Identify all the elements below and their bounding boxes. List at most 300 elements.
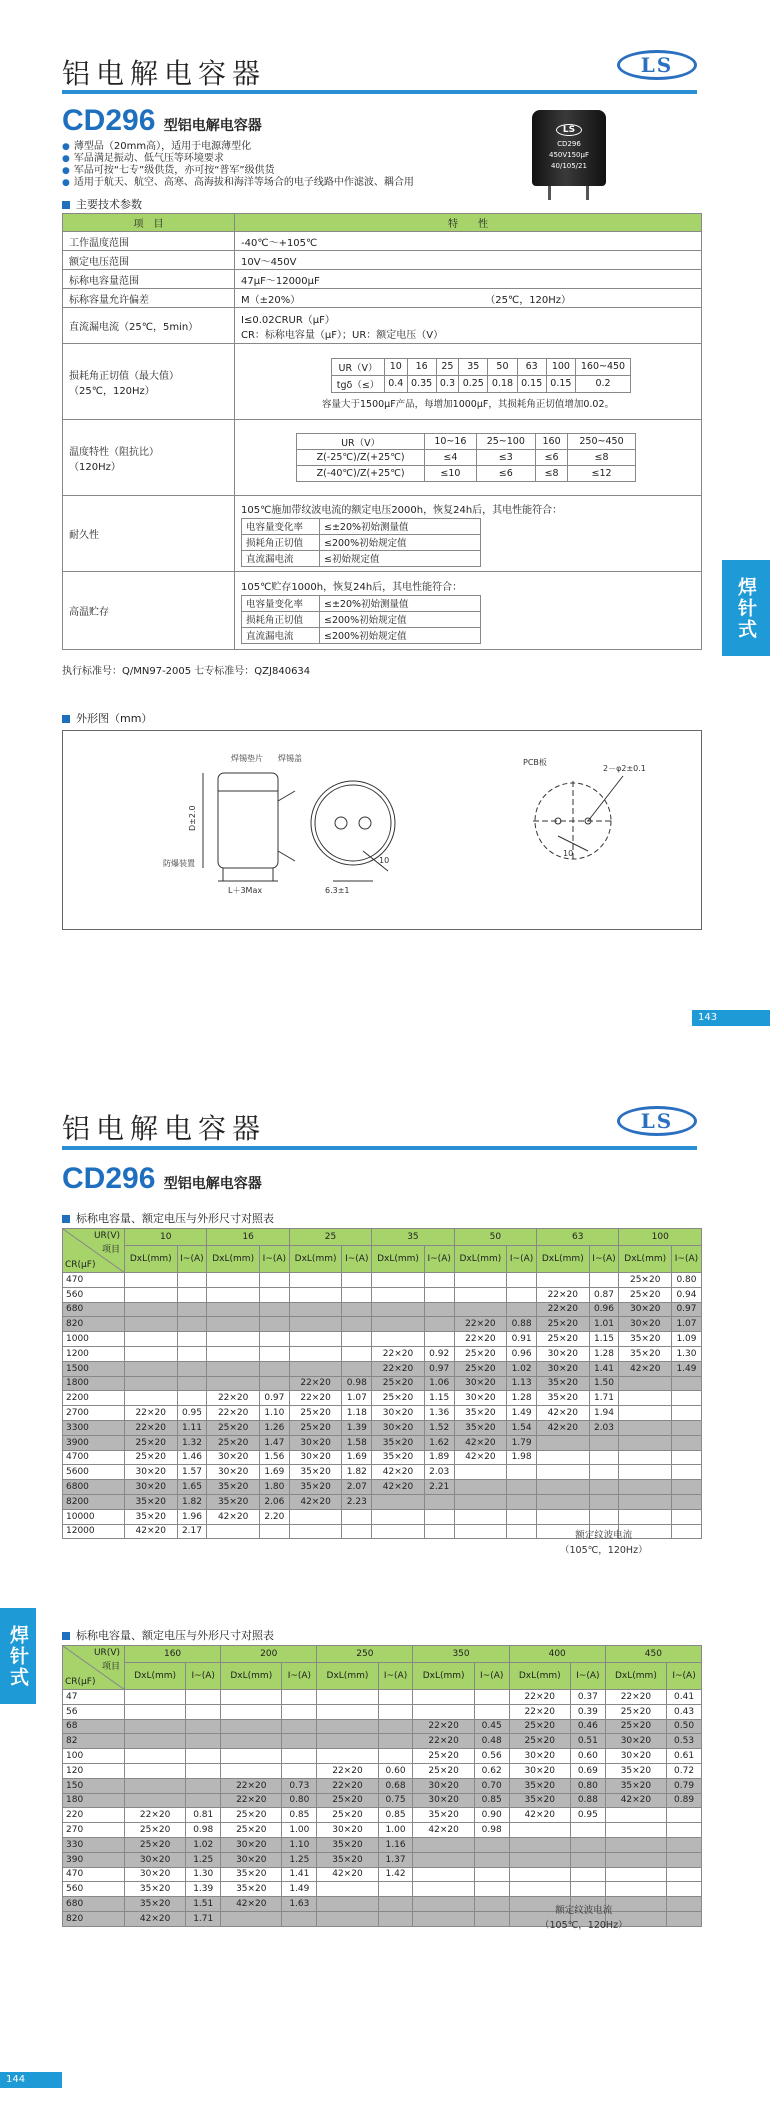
ripple-cell: 0.79 <box>667 1778 702 1793</box>
ripple-header: I~(A) <box>570 1663 605 1690</box>
ripple-header: I~(A) <box>342 1246 372 1273</box>
ripple-cell <box>667 1808 702 1823</box>
ripple-cell <box>667 1911 702 1926</box>
ripple-cell <box>342 1302 372 1317</box>
ripple-cell: 1.82 <box>177 1494 207 1509</box>
standard-line: 执行标准号：Q/MN97-2005 七专标准号：QZJ840634 <box>62 666 311 677</box>
size-cell: 25×20 <box>125 1450 178 1465</box>
corner-ur: UR(V) <box>93 1231 120 1241</box>
ripple-cell: 0.50 <box>667 1719 702 1734</box>
table-row <box>63 1837 702 1852</box>
size-cell: 30×20 <box>619 1317 672 1332</box>
size-cell <box>372 1317 425 1332</box>
capacitance-cell: 560 <box>63 1882 125 1897</box>
size-cell <box>125 1763 186 1778</box>
voltage-header: 450 <box>605 1646 701 1663</box>
size-cell <box>509 1852 570 1867</box>
ripple-cell: 0.98 <box>186 1823 221 1838</box>
ripple-cell <box>507 1302 537 1317</box>
ripple-cell: 0.80 <box>671 1273 701 1288</box>
ripple-header: I~(A) <box>259 1246 289 1273</box>
ripple-cell: 1.32 <box>177 1435 207 1450</box>
ripple-cell: 0.95 <box>177 1406 207 1421</box>
ripple-cell <box>671 1480 701 1495</box>
endur-v: ≤初始规定值 <box>320 550 481 566</box>
ripple-cell: 0.53 <box>667 1734 702 1749</box>
size-cell <box>413 1837 474 1852</box>
ripple-cell <box>667 1823 702 1838</box>
size-cell: 25×20 <box>413 1763 474 1778</box>
size-cell <box>221 1749 282 1764</box>
spec-key: 额定电压范围 <box>63 251 235 270</box>
ripple-cell <box>378 1734 413 1749</box>
spec-value <box>235 344 702 420</box>
ripple-cell <box>259 1302 289 1317</box>
ripple-cell: 1.98 <box>507 1450 537 1465</box>
ripple-cell <box>186 1778 221 1793</box>
voltage-header: 63 <box>537 1229 619 1246</box>
voltage-header: 25 <box>289 1229 371 1246</box>
dxl-header: DxL(mm) <box>125 1663 186 1690</box>
label-solder-pad: 焊锡垫片 <box>231 754 263 763</box>
capacitance-cell: 270 <box>63 1823 125 1838</box>
capacitance-cell: 82 <box>63 1734 125 1749</box>
size-cell: 22×20 <box>537 1302 590 1317</box>
table-row <box>63 1376 702 1391</box>
page-number: 144 <box>0 2072 62 2088</box>
spec-key <box>63 344 235 420</box>
size-cell <box>605 1882 666 1897</box>
dxl-header: DxL(mm) <box>605 1663 666 1690</box>
ripple-cell <box>667 1897 702 1912</box>
ripple-cell: 0.92 <box>424 1346 454 1361</box>
dxl-header: DxL(mm) <box>413 1663 474 1690</box>
ripple-cell: 1.02 <box>186 1837 221 1852</box>
ripple-cell <box>342 1361 372 1376</box>
size-cell: 30×20 <box>454 1391 507 1406</box>
ripple-cell <box>282 1911 317 1926</box>
size-cell: 25×20 <box>221 1823 282 1838</box>
size-cell <box>372 1287 425 1302</box>
size-cell: 22×20 <box>372 1346 425 1361</box>
size-cell <box>125 1391 178 1406</box>
size-cell: 30×20 <box>619 1302 672 1317</box>
ripple-cell: 0.91 <box>507 1332 537 1347</box>
size-cell: 35×20 <box>537 1391 590 1406</box>
size-cell <box>125 1273 178 1288</box>
ripple-header: I~(A) <box>282 1663 317 1690</box>
ripple-cell <box>589 1435 619 1450</box>
table-row <box>63 1480 702 1495</box>
size-cell <box>125 1778 186 1793</box>
ripple-cell: 1.42 <box>378 1867 413 1882</box>
size-cell: 22×20 <box>221 1793 282 1808</box>
ripple-cell <box>589 1465 619 1480</box>
ripple-cell <box>667 1882 702 1897</box>
size-cell <box>454 1287 507 1302</box>
size-cell: 35×20 <box>289 1480 342 1495</box>
size-cell: 22×20 <box>207 1391 260 1406</box>
ripple-cell: 1.30 <box>671 1346 701 1361</box>
ripple-cell: 1.58 <box>342 1435 372 1450</box>
size-cell <box>372 1332 425 1347</box>
size-cell <box>207 1376 260 1391</box>
tol-cond: （25℃，120Hz） <box>490 294 572 306</box>
capacitance-cell: 330 <box>63 1837 125 1852</box>
capacitance-cell: 2700 <box>63 1406 125 1421</box>
ripple-cell: 2.07 <box>342 1480 372 1495</box>
capacitance-cell: 3300 <box>63 1420 125 1435</box>
ripple-cell <box>177 1361 207 1376</box>
ripple-cell <box>342 1287 372 1302</box>
table-corner <box>63 1646 125 1690</box>
ripple-cell: 1.16 <box>378 1837 413 1852</box>
label-hole-pitch: 10 <box>563 849 574 858</box>
ripple-cell: 1.28 <box>589 1346 619 1361</box>
spec-key: 高温贮存 <box>63 572 235 650</box>
ripple-cell: 0.62 <box>474 1763 509 1778</box>
ripple-cell: 1.63 <box>282 1897 317 1912</box>
ripple-cell <box>282 1749 317 1764</box>
size-cell <box>317 1690 378 1705</box>
ripple-cell <box>282 1690 317 1705</box>
size-cell: 30×20 <box>125 1867 186 1882</box>
capacitor-photo <box>532 110 606 186</box>
ripple-cell <box>342 1346 372 1361</box>
cap-code: 40/105/21 <box>551 162 587 170</box>
ripple-cell: 0.97 <box>671 1302 701 1317</box>
table-row <box>63 1465 702 1480</box>
ripple-cell <box>570 1837 605 1852</box>
size-cell: 25×20 <box>125 1837 186 1852</box>
shelf-v: ≤200%初始规定值 <box>320 627 481 643</box>
ripple-cell <box>667 1867 702 1882</box>
size-cell <box>372 1524 425 1539</box>
ripple-cell: 0.56 <box>474 1749 509 1764</box>
size-cell <box>317 1911 378 1926</box>
ripple-cell: 1.71 <box>589 1391 619 1406</box>
size-cell: 22×20 <box>413 1734 474 1749</box>
ripple-cell <box>186 1719 221 1734</box>
size-cell: 42×20 <box>125 1524 178 1539</box>
spec-header-char: 特 性 <box>235 214 702 232</box>
ripple-cell <box>282 1719 317 1734</box>
size-cell <box>454 1273 507 1288</box>
size-cell: 35×20 <box>605 1763 666 1778</box>
size-cell: 25×20 <box>619 1273 672 1288</box>
spec-value: 47μF～12000μF <box>235 270 702 289</box>
size-cell <box>619 1406 672 1421</box>
tan-head-cell: 10 <box>385 358 407 375</box>
size-cell: 42×20 <box>289 1494 342 1509</box>
size-cell <box>509 1837 570 1852</box>
ripple-cell <box>589 1450 619 1465</box>
size-cell <box>454 1509 507 1524</box>
ripple-cell: 0.46 <box>570 1719 605 1734</box>
ripple-cell <box>177 1391 207 1406</box>
size-cell <box>537 1450 590 1465</box>
ripple-cell <box>507 1287 537 1302</box>
tan-head-cell: 50 <box>488 358 517 375</box>
ripple-cell <box>671 1465 701 1480</box>
ripple-cell: 1.96 <box>177 1509 207 1524</box>
size-cell <box>372 1273 425 1288</box>
size-cell: 35×20 <box>125 1897 186 1912</box>
size-cell: 42×20 <box>372 1465 425 1480</box>
spec-value <box>235 289 702 308</box>
ripple-cell <box>424 1332 454 1347</box>
size-cell: 25×20 <box>289 1420 342 1435</box>
tan-head-cell: 63 <box>517 358 546 375</box>
ripple-cell <box>342 1317 372 1332</box>
ripple-cell: 2.21 <box>424 1480 454 1495</box>
ripple-cell: 0.39 <box>570 1704 605 1719</box>
size-cell: 25×20 <box>221 1808 282 1823</box>
ripple-cell <box>424 1494 454 1509</box>
ripple-cell <box>177 1273 207 1288</box>
size-cell <box>413 1852 474 1867</box>
capacitance-cell: 560 <box>63 1287 125 1302</box>
ripple-cell <box>474 1867 509 1882</box>
ripple-cell <box>671 1406 701 1421</box>
size-cell <box>509 1823 570 1838</box>
table-row <box>63 1302 702 1317</box>
spec-value: -40℃～+105℃ <box>235 232 702 251</box>
ripple-cell <box>186 1793 221 1808</box>
size-cell <box>509 1867 570 1882</box>
capacitance-cell: 1500 <box>63 1361 125 1376</box>
size-cell: 30×20 <box>537 1346 590 1361</box>
ripple-cell <box>378 1897 413 1912</box>
size-cell <box>537 1480 590 1495</box>
size-cell: 30×20 <box>289 1450 342 1465</box>
ripple-cell: 1.02 <box>507 1361 537 1376</box>
size-cell <box>221 1763 282 1778</box>
ripple-cell: 1.89 <box>424 1450 454 1465</box>
ripple-cell: 1.71 <box>186 1911 221 1926</box>
size-cell: 25×20 <box>454 1361 507 1376</box>
size-cell <box>454 1524 507 1539</box>
size-cell <box>125 1376 178 1391</box>
ripple-cell <box>378 1882 413 1897</box>
size-cell <box>289 1361 342 1376</box>
spec-key: 直流漏电流（25℃，5min） <box>63 308 235 344</box>
capacitance-cell: 2200 <box>63 1391 125 1406</box>
size-cell: 35×20 <box>605 1778 666 1793</box>
ripple-cell: 0.97 <box>424 1361 454 1376</box>
capacitance-cell: 100 <box>63 1749 125 1764</box>
ripple-cell: 0.37 <box>570 1690 605 1705</box>
ripple-cell: 2.20 <box>259 1509 289 1524</box>
ripple-header: I~(A) <box>378 1663 413 1690</box>
tan-head-cell: 25 <box>436 358 458 375</box>
ripple-cell: 1.10 <box>282 1837 317 1852</box>
side-tab: 焊针式 <box>0 1608 36 1704</box>
ripple-cell: 1.00 <box>378 1823 413 1838</box>
ripple-cell <box>474 1704 509 1719</box>
ripple-cell <box>589 1509 619 1524</box>
ripple-cell: 0.61 <box>667 1749 702 1764</box>
ripple-cell <box>671 1420 701 1435</box>
ls-logo: LS <box>617 50 697 80</box>
ripple-cell: 0.85 <box>474 1793 509 1808</box>
table-row <box>63 1494 702 1509</box>
ripple-cell: 0.80 <box>282 1793 317 1808</box>
size-cell: 35×20 <box>413 1808 474 1823</box>
spec-key: 标称容量允许偏差 <box>63 289 235 308</box>
voltage-header: 250 <box>317 1646 413 1663</box>
size-cell <box>289 1273 342 1288</box>
ripple-cell <box>507 1524 537 1539</box>
ripple-cell: 1.25 <box>186 1852 221 1867</box>
ripple-cell: 1.54 <box>507 1420 537 1435</box>
ripple-cell <box>378 1704 413 1719</box>
size-cell <box>454 1494 507 1509</box>
ripple-cell: 1.18 <box>342 1406 372 1421</box>
size-cell <box>125 1704 186 1719</box>
capacitance-cell: 820 <box>63 1317 125 1332</box>
endur-k: 损耗角正切值 <box>242 534 320 550</box>
feature-item: ● 薄型品（20mm高），适用于电源薄型化 <box>62 141 414 153</box>
feature-list <box>62 141 414 189</box>
size-cell: 35×20 <box>221 1882 282 1897</box>
size-cell <box>221 1704 282 1719</box>
table-row <box>63 1361 702 1376</box>
table-row <box>63 1823 702 1838</box>
size-cell: 25×20 <box>509 1734 570 1749</box>
size-cell: 35×20 <box>207 1494 260 1509</box>
ripple-cell: 1.46 <box>177 1450 207 1465</box>
ripple-cell <box>259 1287 289 1302</box>
shelf-v: ≤200%初始规定值 <box>320 611 481 627</box>
tc-cell: ≤12 <box>568 466 636 482</box>
tol-value: M（±20%） <box>241 294 301 306</box>
size-cell: 25×20 <box>289 1406 342 1421</box>
ripple-header: I~(A) <box>424 1246 454 1273</box>
table-row <box>63 1509 702 1524</box>
size-cell: 22×20 <box>509 1704 570 1719</box>
dxl-header: DxL(mm) <box>125 1246 178 1273</box>
size-cell <box>619 1391 672 1406</box>
ripple-cell: 1.41 <box>282 1867 317 1882</box>
tc-cell: ≤3 <box>476 450 536 466</box>
ripple-cell: 0.43 <box>667 1704 702 1719</box>
ripple-cell <box>671 1494 701 1509</box>
ripple-header: I~(A) <box>474 1663 509 1690</box>
voltage-header: 50 <box>454 1229 536 1246</box>
size-cell <box>207 1361 260 1376</box>
voltage-header: 10 <box>125 1229 207 1246</box>
size-cell: 25×20 <box>207 1435 260 1450</box>
ripple-cell: 1.11 <box>177 1420 207 1435</box>
size-cell <box>619 1465 672 1480</box>
ripple-cell: 0.97 <box>259 1391 289 1406</box>
tc-cell: ≤8 <box>568 450 636 466</box>
size-cell <box>619 1420 672 1435</box>
ripple-cell <box>667 1852 702 1867</box>
capacitance-cell: 4700 <box>63 1450 125 1465</box>
size-cell <box>605 1852 666 1867</box>
ripple-cell: 1.82 <box>342 1465 372 1480</box>
capacitance-cell: 390 <box>63 1852 125 1867</box>
ripple-header: I~(A) <box>507 1246 537 1273</box>
size-cell <box>125 1302 178 1317</box>
ripple-cell: 1.52 <box>424 1420 454 1435</box>
model-heading <box>62 1162 262 1196</box>
ripple-cell: 0.94 <box>671 1287 701 1302</box>
size-cell: 30×20 <box>509 1749 570 1764</box>
capacitance-cell: 3900 <box>63 1435 125 1450</box>
size-cell <box>289 1287 342 1302</box>
size-cell: 42×20 <box>454 1450 507 1465</box>
ripple-cell <box>259 1317 289 1332</box>
size-cell <box>537 1494 590 1509</box>
table-row <box>63 1346 702 1361</box>
table-row <box>63 1778 702 1793</box>
size-cell: 30×20 <box>537 1361 590 1376</box>
size-cell <box>207 1287 260 1302</box>
tc-head-cell: 10~16 <box>425 434 476 450</box>
size-cell <box>619 1376 672 1391</box>
cap-model: CD296 <box>557 140 581 148</box>
size-cell: 35×20 <box>221 1867 282 1882</box>
corner-item: 项目 <box>101 1662 120 1672</box>
table-row <box>63 1287 702 1302</box>
ripple-cell <box>186 1763 221 1778</box>
section-specs: 主要技术参数 <box>62 196 142 212</box>
spec-key: 耐久性 <box>63 496 235 572</box>
label-pin-length: 6.3±1 <box>325 886 350 895</box>
ripple-cell: 0.72 <box>667 1763 702 1778</box>
size-cell <box>413 1882 474 1897</box>
size-cell <box>605 1808 666 1823</box>
capacitance-cell: 680 <box>63 1897 125 1912</box>
ripple-cell <box>474 1837 509 1852</box>
size-cell: 22×20 <box>454 1317 507 1332</box>
tan-table <box>331 358 631 393</box>
ripple-cell <box>671 1376 701 1391</box>
ripple-cell <box>282 1763 317 1778</box>
ripple-cell: 0.73 <box>282 1778 317 1793</box>
spec-key <box>63 420 235 496</box>
dxl-header: DxL(mm) <box>509 1663 570 1690</box>
ripple-cell: 2.23 <box>342 1494 372 1509</box>
ripple-cell: 1.25 <box>282 1852 317 1867</box>
ripple-cell <box>177 1302 207 1317</box>
size-cell: 30×20 <box>413 1778 474 1793</box>
size-cell: 30×20 <box>413 1793 474 1808</box>
section-table1: 标称电容量、额定电压与外形尺寸对照表 <box>62 1210 274 1226</box>
spec-value <box>235 572 702 650</box>
size-cell: 22×20 <box>289 1391 342 1406</box>
ripple-note-title: 额定纹波电流 <box>555 1905 613 1916</box>
size-cell: 35×20 <box>125 1882 186 1897</box>
voltage-header: 400 <box>509 1646 605 1663</box>
size-cell: 35×20 <box>289 1465 342 1480</box>
capacitance-cell: 680 <box>63 1302 125 1317</box>
leak-formula: I≤0.02CRUR（μF） <box>241 314 335 326</box>
ripple-cell <box>570 1867 605 1882</box>
size-cell <box>454 1465 507 1480</box>
model-subtitle: 型铝电解电容器 <box>163 1175 262 1191</box>
size-cell: 35×20 <box>125 1494 178 1509</box>
size-cell: 30×20 <box>207 1450 260 1465</box>
ripple-cell <box>177 1376 207 1391</box>
size-cell <box>372 1509 425 1524</box>
ripple-cell <box>671 1450 701 1465</box>
size-cell: 35×20 <box>537 1376 590 1391</box>
rating-table-1 <box>62 1228 702 1539</box>
